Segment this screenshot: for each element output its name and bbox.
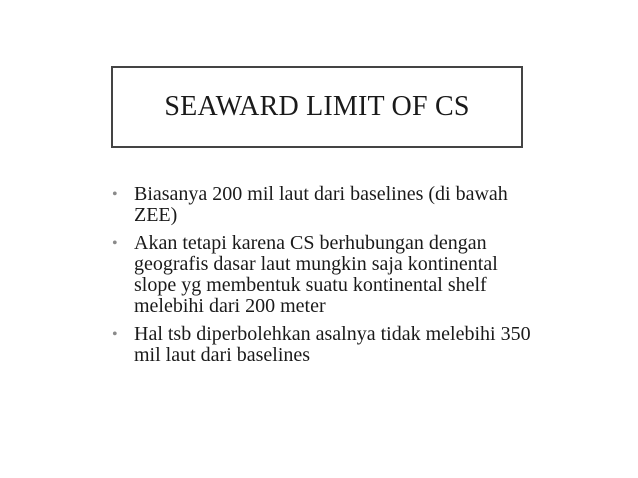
bullet-icon: • <box>112 186 118 203</box>
bullet-icon: • <box>112 235 118 252</box>
bullet-text: Akan tetapi karena CS berhubungan dengan geografis dasar laut mungkin saja kontinental slope yg membentuk suatu kontinental shelf melebihi dari 200 meter <box>134 232 498 317</box>
bullet-list <box>112 184 532 373</box>
bullet-text: Biasanya 200 mil laut dari baselines (di bawah ZEE) <box>134 183 508 226</box>
bullet-item <box>112 324 532 366</box>
bullet-item <box>112 233 532 317</box>
bullet-icon: • <box>112 326 118 343</box>
title-box <box>111 66 523 148</box>
bullet-text: Hal tsb diperbolehkan asalnya tidak melebihi 350 mil laut dari baselines <box>134 323 531 366</box>
bullet-item <box>112 184 532 226</box>
slide-title: SEAWARD LIMIT OF CS <box>164 91 470 122</box>
